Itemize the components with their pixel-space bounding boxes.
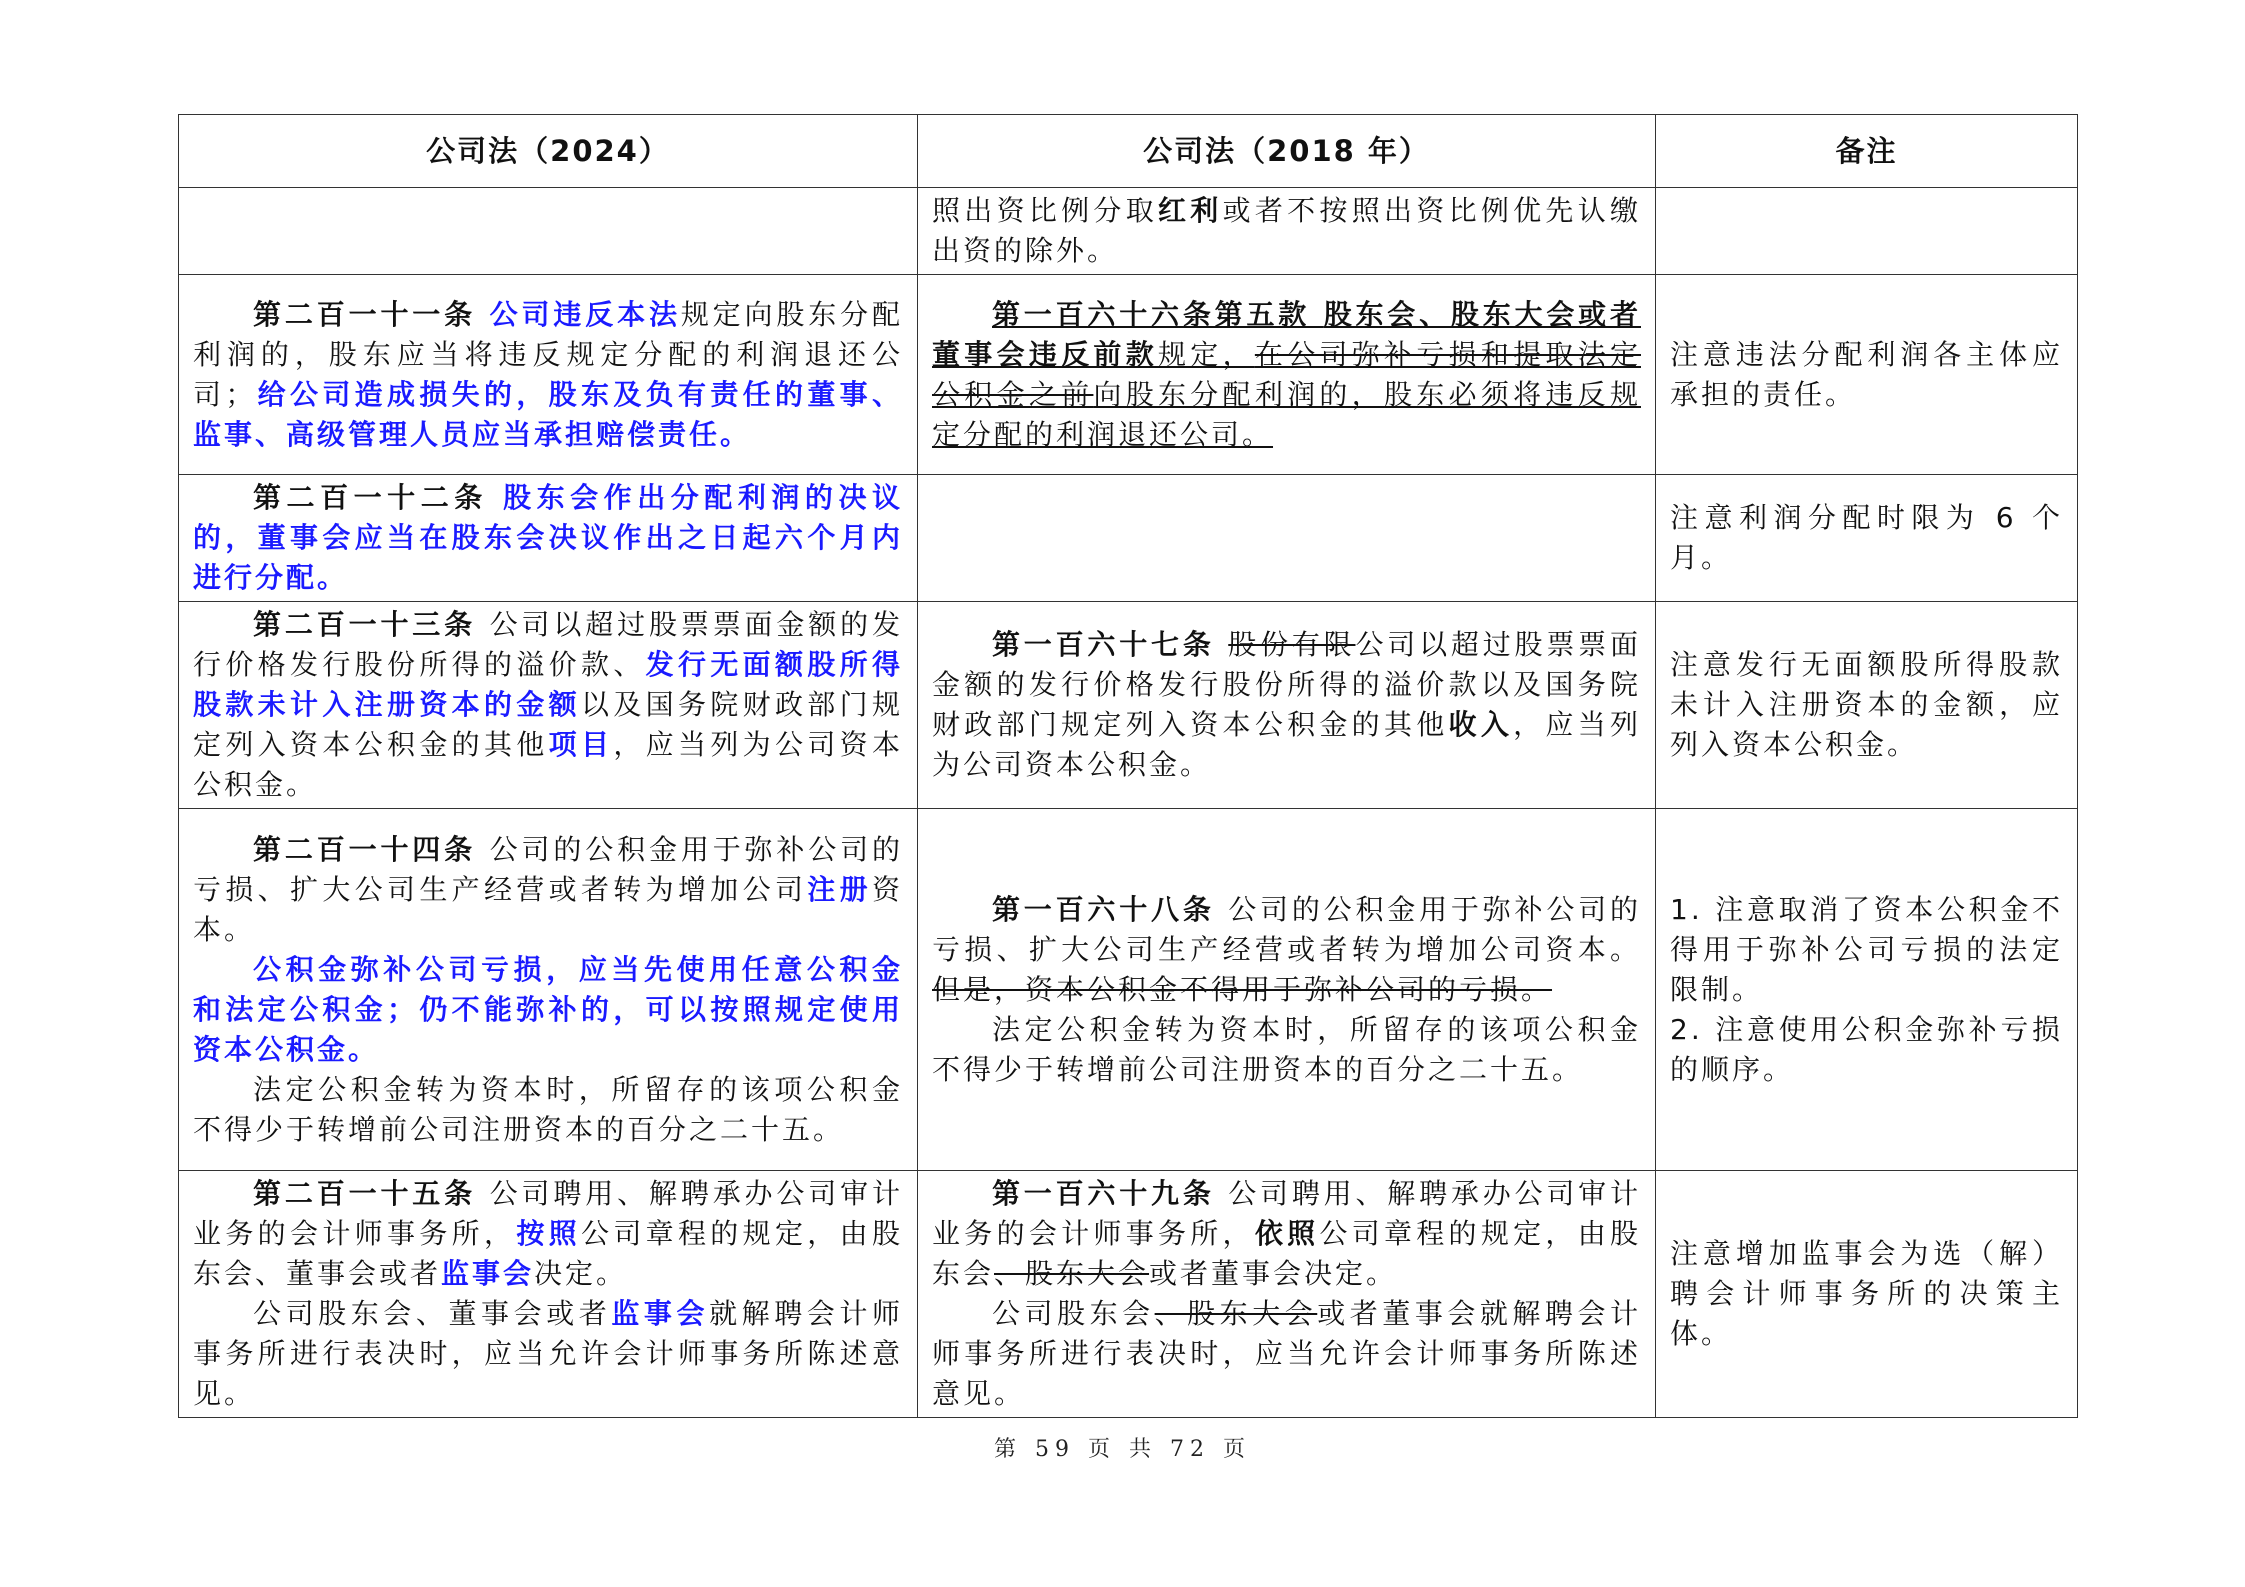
page-footer: 第 59 页 共 72 页 — [993, 1437, 1252, 1462]
cell-2018: 第一百六十七条 股份有限公司以超过股票票面金额的发行价格发行股份所得的溢价款以及国务院财政部门规定列入资本公积金的其他收入，应当列为公司资本公积金。 — [918, 602, 1656, 809]
table-row — [179, 275, 2078, 475]
table-row — [179, 602, 2078, 809]
cell-2018: 第一百六十六条第五款 股东会、股东大会或者董事会违反前款规定，在公司弥补亏损和提取法定公积金之前向股东分配利润的，股东必须将违反规定分配的利润退还公司。 — [918, 275, 1656, 475]
article-number: 第一百六十六条第五款 — [992, 297, 1324, 331]
page-number: 59 — [1035, 1437, 1075, 1462]
article-number: 第二百一十一条 — [253, 297, 490, 331]
cell-2024 — [179, 188, 918, 275]
cell-note — [1656, 188, 2078, 275]
header-col-2024: 公司法（2024） — [179, 115, 918, 188]
article-number: 第二百一十二条 — [253, 481, 504, 514]
cell-2024: 第二百一十五条 公司聘用、解聘承办公司审计业务的会计师事务所，按照公司章程的规定，由股东会、董事会或者监事会决定。 公司股东会、董事会或者监事会就解聘会计师事务所进行表决时，应当允许会计师事务所陈述意见。 — [179, 1171, 918, 1418]
table-row — [179, 809, 2078, 1171]
table-row — [179, 188, 2078, 275]
header-col-2018: 公司法（2018 年） — [918, 115, 1656, 188]
article-number: 第二百一十五条 — [253, 1177, 490, 1210]
article-number: 第二百一十四条 — [253, 832, 490, 866]
cell-note: 注意增加监事会为选（解）聘会计师事务所的决策主体。 — [1656, 1171, 2078, 1418]
cell-2024: 第二百一十二条 股东会作出分配利润的决议的，董事会应当在股东会决议作出之日起六个月内进行分配。 — [179, 475, 918, 602]
cell-note: 1. 注意取消了资本公积金不得用于弥补公司亏损的法定限制。 2. 注意使用公积金弥补亏损的顺序。 — [1656, 809, 2078, 1171]
cell-2018 — [918, 475, 1656, 602]
article-number: 第一百六十七条 — [992, 628, 1229, 661]
article-number: 第一百六十八条 — [992, 892, 1229, 926]
cell-2018: 照出资比例分取红利或者不按照出资比例优先认缴出资的除外。 — [918, 188, 1656, 275]
page-total: 72 — [1170, 1437, 1210, 1462]
article-number: 第一百六十九条 — [992, 1177, 1229, 1210]
cell-2024: 第二百一十一条 公司违反本法规定向股东分配利润的，股东应当将违反规定分配的利润退还公司；给公司造成损失的，股东及负有责任的董事、监事、高级管理人员应当承担赔偿责任。 — [179, 275, 918, 475]
cell-2024: 第二百一十四条 公司的公积金用于弥补公司的亏损、扩大公司生产经营或者转为增加公司注册资本。 公积金弥补公司亏损，应当先使用任意公积金和法定公积金；仍不能弥补的，可以按照规定使用资本公积金。 法定公积金转为资本时，所留存的该项公积金不得少于转增前公司注册资本的百分之二十五。 — [179, 809, 918, 1171]
cell-2018: 第一百六十九条 公司聘用、解聘承办公司审计业务的会计师事务所，依照公司章程的规定，由股东会、股东大会或者董事会决定。 公司股东会、股东大会或者董事会就解聘会计师事务所进行表决时，应当允许会计师事务所陈述意见。 — [918, 1171, 1656, 1418]
table-header-row — [179, 115, 2078, 188]
header-col-notes: 备注 — [1656, 115, 2078, 188]
cell-note: 注意利润分配时限为 6 个月。 — [1656, 475, 2078, 602]
cell-2018: 第一百六十八条 公司的公积金用于弥补公司的亏损、扩大公司生产经营或者转为增加公司资本。但是，资本公积金不得用于弥补公司的亏损。 法定公积金转为资本时，所留存的该项公积金不得少于转增前公司注册资本的百分之二十五。 — [918, 809, 1656, 1171]
table-row — [179, 1171, 2078, 1418]
cell-2024: 第二百一十三条 公司以超过股票票面金额的发行价格发行股份所得的溢价款、发行无面额股所得股款未计入注册资本的金额以及国务院财政部门规定列入资本公积金的其他项目，应当列为公司资本公积金。 — [179, 602, 918, 809]
cell-note: 注意发行无面额股所得股款未计入注册资本的金额，应列入资本公积金。 — [1656, 602, 2078, 809]
cell-note: 注意违法分配利润各主体应承担的责任。 — [1656, 275, 2078, 475]
comparison-table — [178, 114, 2078, 1418]
table-row — [179, 475, 2078, 602]
article-number: 第二百一十三条 — [253, 608, 490, 641]
